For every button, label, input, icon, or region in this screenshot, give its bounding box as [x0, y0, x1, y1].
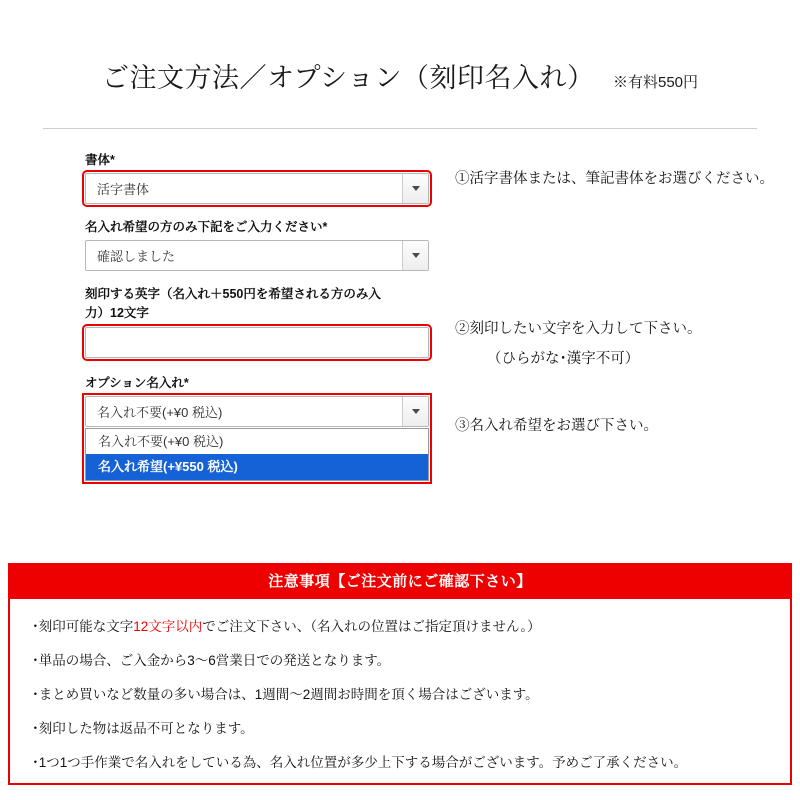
font-style-value: 活字書体	[97, 182, 150, 198]
chevron-down-icon[interactable]	[402, 241, 428, 270]
page-title: ご注文方法／オプション（刻印名入れ）	[101, 63, 595, 93]
notice-line-1: ･単品の場合、ご入金から3～6営業日での発送となります。	[32, 652, 391, 668]
option-name-item-1[interactable]: 名入れ希望(+¥550 税込)	[86, 454, 428, 480]
chevron-down-icon[interactable]	[402, 174, 428, 203]
notice-body	[8, 599, 792, 785]
engrave-text-label	[85, 285, 429, 323]
notice-block	[8, 563, 792, 785]
annotation-step3: ③名入れ希望をお選び下さい。	[455, 418, 658, 434]
form-column	[85, 151, 429, 481]
engrave-text-label-line2: 力）12文字	[85, 306, 149, 320]
page-header	[0, 0, 800, 129]
option-name-label: オプション名入れ*	[85, 375, 189, 390]
notice-line-0-em: 12文字以内	[133, 619, 203, 634]
notice-line-4: ･1つ1つ手作業で名入れをしている為、名入れ位置が多少上下する場合がございます。予めご了承ください。	[32, 754, 688, 770]
form-area	[0, 151, 800, 511]
font-style-label: 書体*	[85, 153, 115, 167]
option-name-select[interactable]	[85, 396, 429, 427]
annotation-step1: ①活字書体または、筆記書体をお選びください。	[455, 171, 774, 187]
notice-line-0	[32, 617, 768, 638]
annotation-step2: ②刻印したい文字を入力して下さい。	[455, 321, 702, 337]
annotation-step2-sub: （ひらがな･漢字不可）	[487, 351, 640, 367]
notice-heading: 注意事項【ご注文前にご確認下さい】	[8, 563, 792, 599]
notice-line-0-post: でご注文下さい、（名入れの位置はご指定頂けません。）	[202, 619, 541, 634]
notice-line-0-pre: ･刻印可能な文字	[32, 619, 134, 634]
engrave-text-label-line1: 刻印する英字（名入れ＋550円を希望される方のみ入	[85, 287, 381, 302]
option-name-value: 名入れ不要(+¥0 税込)	[97, 404, 223, 420]
header-divider	[43, 128, 757, 129]
engrave-text-input[interactable]	[85, 327, 429, 358]
notice-line-2: ･まとめ買いなど数量の多い場合は、1週間～2週間お時間を頂く場合はございます。	[32, 686, 539, 702]
confirm-value: 確認しました	[97, 249, 176, 265]
option-name-item-0[interactable]: 名入れ不要(+¥0 税込)	[98, 433, 224, 449]
chevron-down-icon[interactable]	[402, 397, 428, 426]
confirm-select[interactable]	[85, 240, 429, 271]
option-name-dropdown[interactable]	[85, 396, 429, 481]
option-name-list[interactable]	[85, 428, 429, 481]
font-style-select[interactable]	[85, 173, 429, 204]
confirm-label: 名入れ希望の方のみ下記をご入力ください*	[85, 220, 328, 235]
notice-line-3: ･刻印した物は返品不可となります。	[32, 720, 254, 736]
page-title-note: ※有料550円	[613, 74, 699, 91]
header-inner	[102, 56, 698, 95]
